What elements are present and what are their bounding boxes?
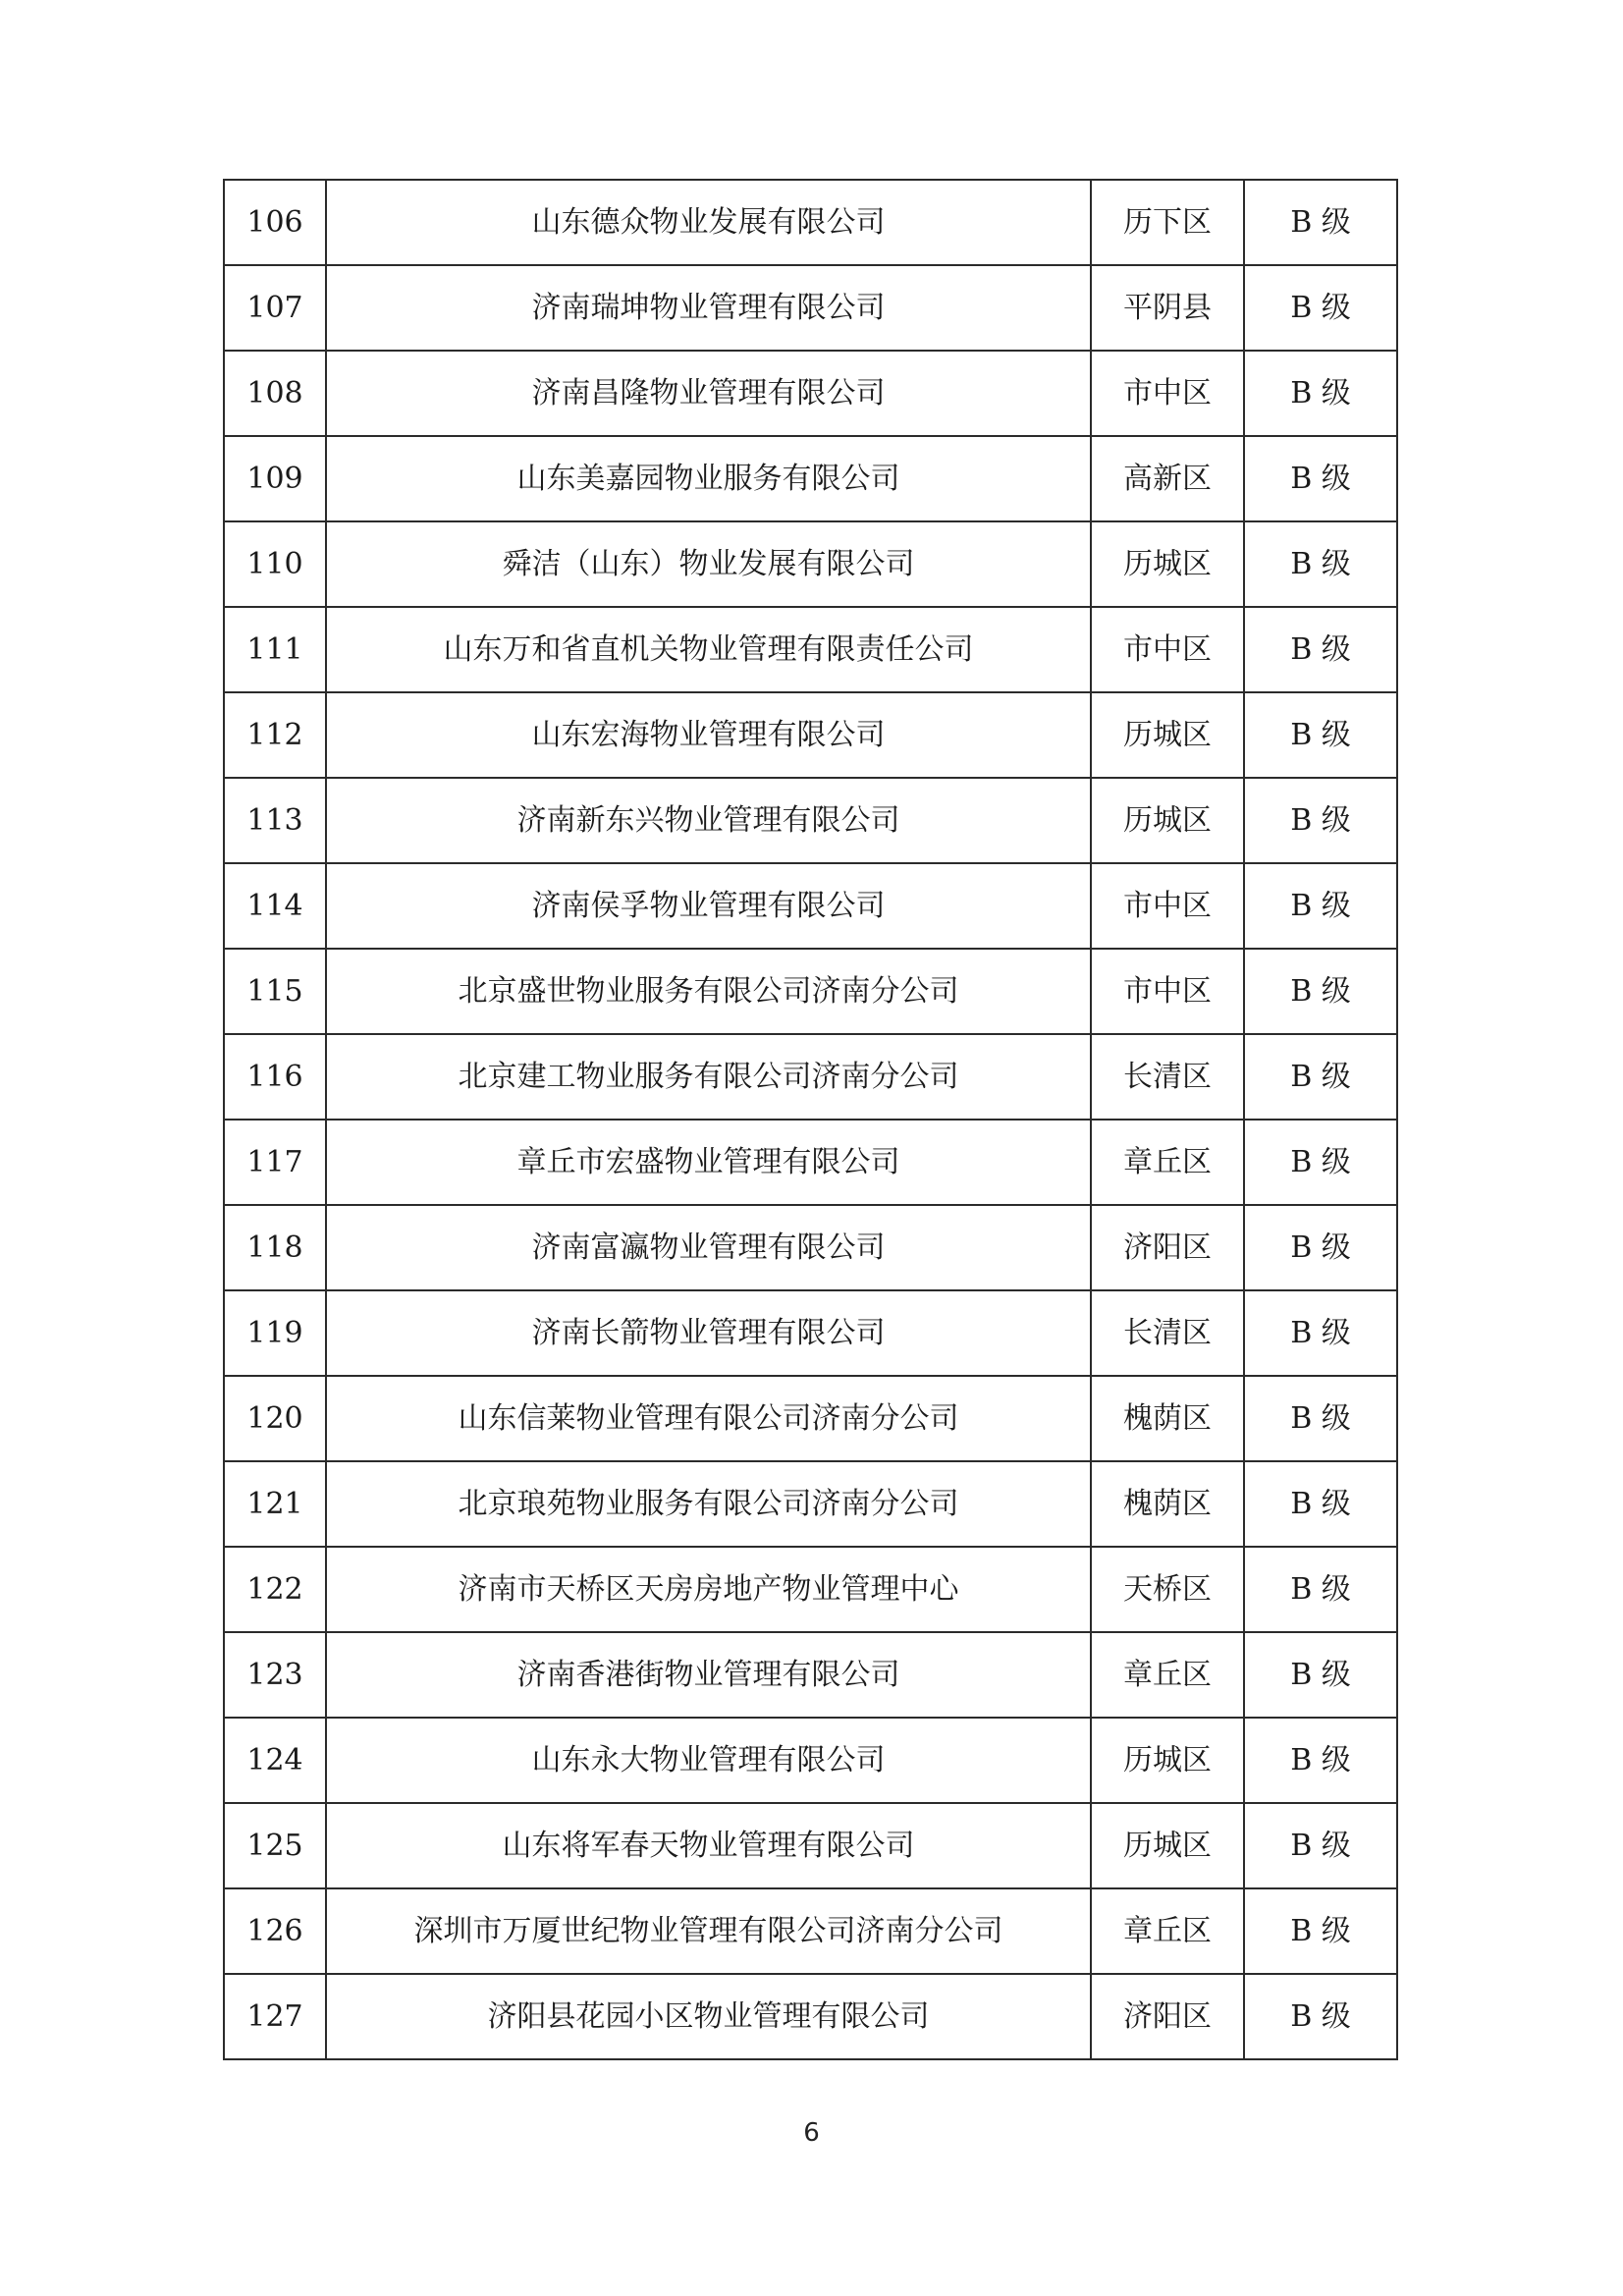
district-cell: 济阳区 [1091,1974,1244,2059]
grade-cell: B 级 [1244,1034,1397,1120]
company-grade-table [223,179,1398,2060]
row-number-cell: 114 [224,863,326,949]
company-name-cell: 北京建工物业服务有限公司济南分公司 [326,1034,1091,1120]
row-number-cell: 124 [224,1718,326,1803]
row-number-cell: 108 [224,351,326,436]
district-cell: 高新区 [1091,436,1244,521]
table-row [224,1718,1397,1803]
district-cell: 槐荫区 [1091,1376,1244,1461]
company-name-cell: 舜洁（山东）物业发展有限公司 [326,521,1091,607]
district-cell: 章丘区 [1091,1120,1244,1205]
district-cell: 历城区 [1091,1718,1244,1803]
row-number-cell: 117 [224,1120,326,1205]
table-row [224,351,1397,436]
company-name-cell: 山东将军春天物业管理有限公司 [326,1803,1091,1888]
district-cell: 市中区 [1091,351,1244,436]
table-row [224,436,1397,521]
district-cell: 市中区 [1091,949,1244,1034]
district-cell: 天桥区 [1091,1547,1244,1632]
table-row [224,1632,1397,1718]
row-number-cell: 122 [224,1547,326,1632]
grade-cell: B 级 [1244,607,1397,692]
table-row [224,180,1397,265]
grade-cell: B 级 [1244,1803,1397,1888]
table-row [224,778,1397,863]
row-number-cell: 127 [224,1974,326,2059]
row-number-cell: 107 [224,265,326,351]
grade-cell: B 级 [1244,692,1397,778]
company-name-cell: 山东信莱物业管理有限公司济南分公司 [326,1376,1091,1461]
grade-cell: B 级 [1244,1120,1397,1205]
district-cell: 长清区 [1091,1290,1244,1376]
table-row [224,1120,1397,1205]
company-name-cell: 济南昌隆物业管理有限公司 [326,351,1091,436]
table-row [224,692,1397,778]
district-cell: 长清区 [1091,1034,1244,1120]
row-number-cell: 115 [224,949,326,1034]
row-number-cell: 126 [224,1888,326,1974]
table-row [224,863,1397,949]
district-cell: 平阴县 [1091,265,1244,351]
row-number-cell: 113 [224,778,326,863]
grade-cell: B 级 [1244,1718,1397,1803]
grade-cell: B 级 [1244,1205,1397,1290]
grade-cell: B 级 [1244,778,1397,863]
row-number-cell: 121 [224,1461,326,1547]
grade-cell: B 级 [1244,1888,1397,1974]
district-cell: 市中区 [1091,863,1244,949]
grade-cell: B 级 [1244,351,1397,436]
grade-cell: B 级 [1244,1290,1397,1376]
grade-cell: B 级 [1244,1547,1397,1632]
district-cell: 市中区 [1091,607,1244,692]
row-number-cell: 119 [224,1290,326,1376]
grade-cell: B 级 [1244,1974,1397,2059]
company-name-cell: 深圳市万厦世纪物业管理有限公司济南分公司 [326,1888,1091,1974]
row-number-cell: 110 [224,521,326,607]
table-row [224,1974,1397,2059]
table-row [224,1034,1397,1120]
grade-cell: B 级 [1244,521,1397,607]
grade-cell: B 级 [1244,265,1397,351]
company-name-cell: 济南长箭物业管理有限公司 [326,1290,1091,1376]
grade-cell: B 级 [1244,436,1397,521]
row-number-cell: 120 [224,1376,326,1461]
district-cell: 章丘区 [1091,1888,1244,1974]
company-name-cell: 济南瑞坤物业管理有限公司 [326,265,1091,351]
table-row [224,607,1397,692]
grade-cell: B 级 [1244,949,1397,1034]
company-name-cell: 济南新东兴物业管理有限公司 [326,778,1091,863]
table-row [224,265,1397,351]
company-name-cell: 济阳县花园小区物业管理有限公司 [326,1974,1091,2059]
table-row [224,1205,1397,1290]
company-name-cell: 北京琅苑物业服务有限公司济南分公司 [326,1461,1091,1547]
company-name-cell: 北京盛世物业服务有限公司济南分公司 [326,949,1091,1034]
table-row [224,1888,1397,1974]
grade-cell: B 级 [1244,180,1397,265]
table-row [224,949,1397,1034]
district-cell: 历城区 [1091,778,1244,863]
page-number: 6 [803,2118,820,2148]
table-row [224,1290,1397,1376]
district-cell: 历下区 [1091,180,1244,265]
grade-cell: B 级 [1244,863,1397,949]
table-row [224,1547,1397,1632]
row-number-cell: 112 [224,692,326,778]
table-row [224,521,1397,607]
row-number-cell: 118 [224,1205,326,1290]
row-number-cell: 111 [224,607,326,692]
table-row [224,1376,1397,1461]
row-number-cell: 106 [224,180,326,265]
grade-cell: B 级 [1244,1461,1397,1547]
company-name-cell: 山东美嘉园物业服务有限公司 [326,436,1091,521]
grade-cell: B 级 [1244,1632,1397,1718]
district-cell: 章丘区 [1091,1632,1244,1718]
row-number-cell: 109 [224,436,326,521]
grade-cell: B 级 [1244,1376,1397,1461]
company-name-cell: 山东万和省直机关物业管理有限责任公司 [326,607,1091,692]
company-name-cell: 济南市天桥区天房房地产物业管理中心 [326,1547,1091,1632]
row-number-cell: 116 [224,1034,326,1120]
table-row [224,1803,1397,1888]
company-name-cell: 山东永大物业管理有限公司 [326,1718,1091,1803]
district-cell: 历城区 [1091,1803,1244,1888]
table-body [224,180,1397,2059]
row-number-cell: 123 [224,1632,326,1718]
row-number-cell: 125 [224,1803,326,1888]
district-cell: 济阳区 [1091,1205,1244,1290]
company-name-cell: 济南富瀛物业管理有限公司 [326,1205,1091,1290]
company-name-cell: 章丘市宏盛物业管理有限公司 [326,1120,1091,1205]
table-row [224,1461,1397,1547]
company-name-cell: 济南香港街物业管理有限公司 [326,1632,1091,1718]
district-cell: 槐荫区 [1091,1461,1244,1547]
company-name-cell: 山东德众物业发展有限公司 [326,180,1091,265]
company-name-cell: 济南侯孚物业管理有限公司 [326,863,1091,949]
district-cell: 历城区 [1091,692,1244,778]
company-name-cell: 山东宏海物业管理有限公司 [326,692,1091,778]
district-cell: 历城区 [1091,521,1244,607]
